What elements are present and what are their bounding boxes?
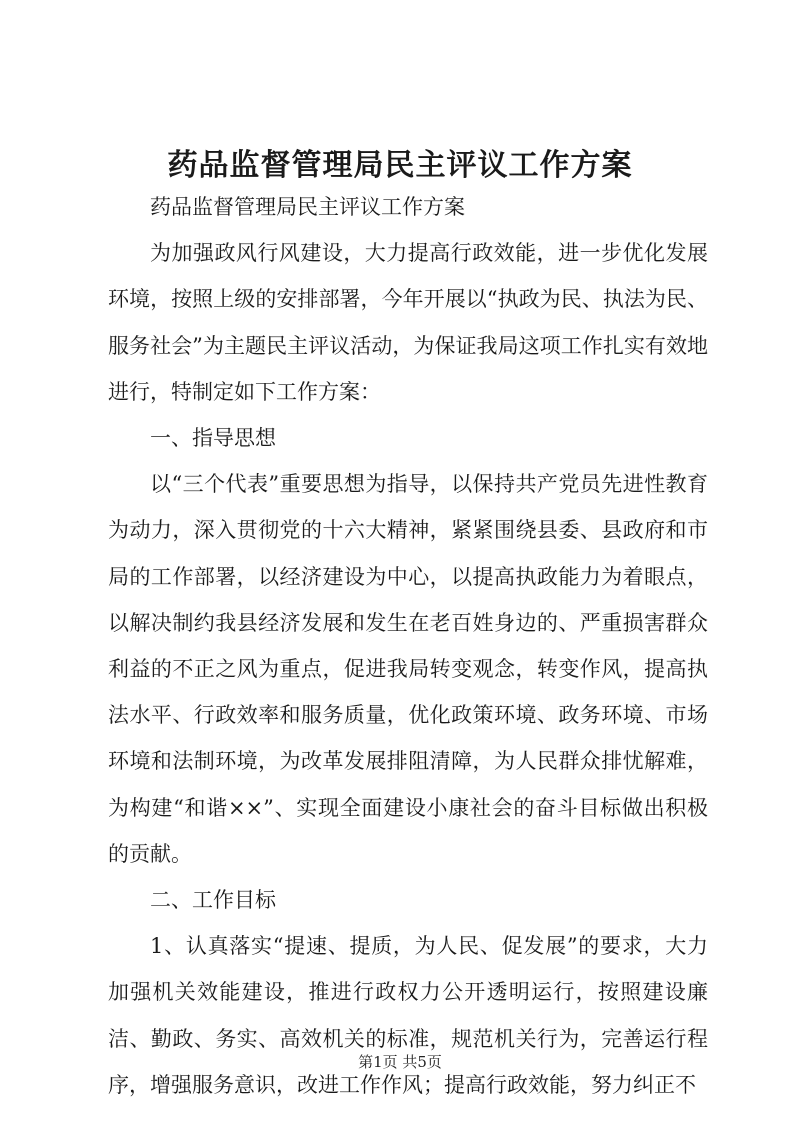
document-body (108, 184, 708, 1108)
paragraph-subtitle: 药品监督管理局民主评议工作方案 (150, 195, 465, 219)
paragraph-goal-1: 1、认真落实“提速、提质，为人民、促发展”的要求，大力加强机关效能建设，推进行政权力公开透明运行，按照建设廉洁、勤政、务实、高效机关的标准，规范机关行为，完善运行程序，增强服务意识，改进工作作风；提高行政效能，努力纠正不 (108, 934, 708, 1097)
paragraph-guiding-thought: 以“三个代表”重要思想为指导，以保持共产党员先进性教育为动力，深入贯彻党的十六大精神，紧紧围绕县委、县政府和市局的工作部署，以经济建设为中心，以提高执政能力为着眼点，以解决制约我县经济发展和发生在老百姓身边的、严重损害群众利益的不正之风为重点，促进我局转变观念，转变作风，提高执法水平、行政效率和服务质量，优化政策环境、政务环境、市场环境和法制环境，为改革发展排阻清障，为人民群众排忧解难，为构建“和谐××”、实现全面建设小康社会的奋斗目标做出积极的贡献。 (108, 472, 708, 866)
paragraph-intro: 为加强政风行风建设，大力提高行政效能，进一步优化发展环境，按照上级的安排部署，今年开展以“执政为民、执法为民、服务社会”为主题民主评议活动，为保证我局这项工作扎实有效地进行，特制定如下工作方案： (108, 241, 708, 404)
page-number-footer: 第1页 共5页 (358, 1053, 442, 1071)
section-heading-work-goals: 二、工作目标 (150, 888, 276, 913)
section-heading-guiding-thought: 一、指导思想 (150, 426, 276, 451)
document-title: 药品监督管理局民主评议工作方案 (167, 148, 633, 183)
